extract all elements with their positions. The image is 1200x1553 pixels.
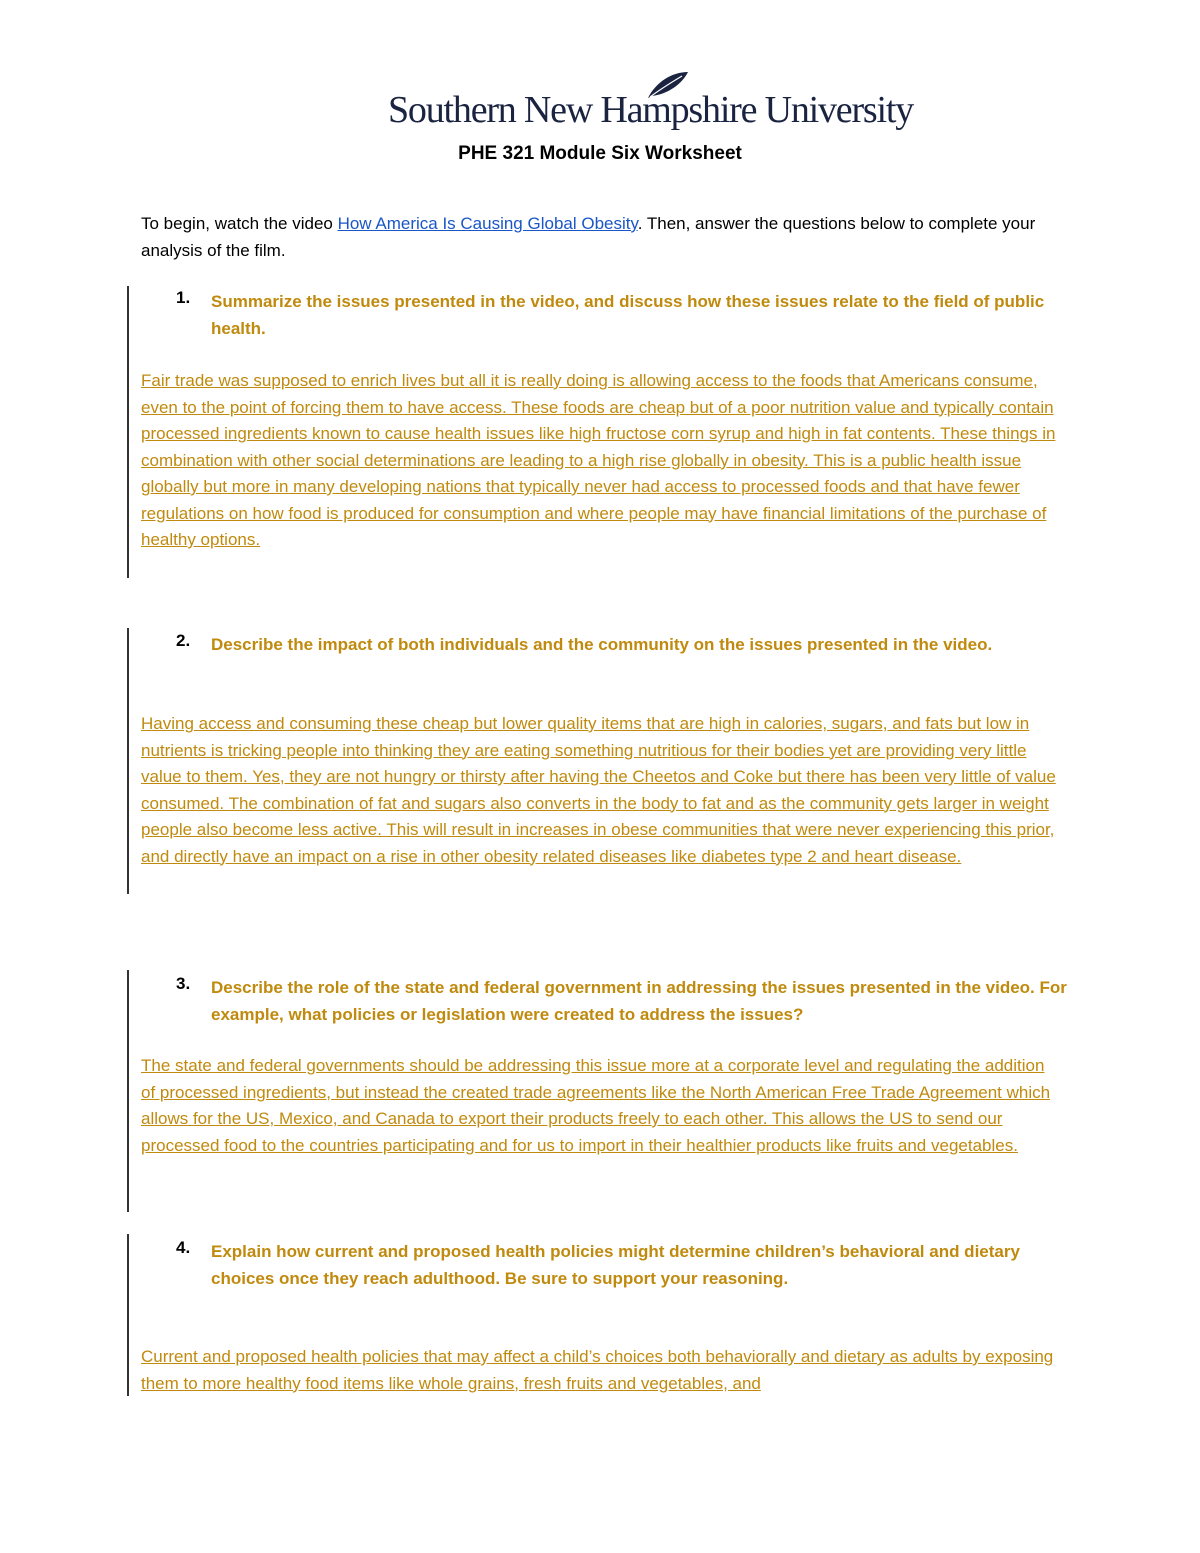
logo-wordmark: Southern New Hampshire University: [388, 89, 914, 131]
question-2: [141, 631, 1071, 658]
question-1: [141, 288, 1071, 342]
change-bar: [127, 286, 129, 578]
question-prompt: Explain how current and proposed health policies might determine children’s behavioral and dietary choices once they reach adulthood. Be sure to support your reasoning.: [211, 1242, 1020, 1288]
page-title: PHE 321 Module Six Worksheet: [458, 143, 742, 164]
answer-3: The state and federal governments should be addressing this issue more at a corporate level and regulating the addition of processed ingredients, but instead the created trade agreements like the North American Free Trade Agreement which allows for the US, Mexico, and Canada to export their products freely to each other. This allows the US to send our processed food to the countries participating and for us to import in their healthier products like fruits and vegetables.: [141, 1056, 1051, 1155]
video-link[interactable]: How America Is Causing Global Obesity: [337, 214, 638, 233]
intro-text-before: To begin, watch the video: [141, 214, 338, 233]
intro-text-after: . Then, answer the questions below to complete your analysis of the film.: [141, 214, 1036, 260]
question-prompt: Describe the impact of both individuals and the community on the issues presented in the video.: [211, 635, 993, 654]
intro-paragraph: [141, 210, 1071, 264]
question-prompt: Describe the role of the state and federal government in addressing the issues presented in the video. For example, what policies or legislation were created to address the issues?: [211, 978, 1067, 1024]
answer-1: Fair trade was supposed to enrich lives but all it is really doing is allowing access to the foods that Americans consume, even to the point of forcing them to have access. These foods are cheap but of a poor nutrition value and typically contain processed ingredients known to cause health issues like high fructose corn syrup and high in fat contents. These things in combination with other social determinations are leading to a high rise globally in obesity. This is a public health issue globally but more in many developing nations that typically never had access to processed foods and that have fewer regulations on how food is produced for consumption and where people may have financial limitations of the purchase of healthy options.: [141, 371, 1056, 549]
university-logo: [388, 72, 914, 134]
answer-2: Having access and consuming these cheap but lower quality items that are high in calories, sugars, and fats but low in nutrients is tricking people into thinking they are eating something nutritious for their bodies yet are providing very little value to them. Yes, they are not hungry or thirsty after having the Cheetos and Coke but there has been very little of value consumed. The combination of fat and sugars also converts in the body to fat and as the community gets larger in weight people also become less active. This will result in increases in obese communities that were never experiencing this prior, and directly have an impact on a rise in other obesity related diseases like diabetes type 2 and heart disease.: [141, 714, 1056, 866]
question-prompt: Summarize the issues presented in the video, and discuss how these issues relate to the field of public health.: [211, 292, 1045, 338]
change-bar: [127, 970, 129, 1212]
question-4: [141, 1238, 1071, 1292]
change-bar: [127, 628, 129, 894]
question-number: 3.: [176, 974, 191, 993]
question-number: 1.: [176, 288, 191, 307]
answer-4: Current and proposed health policies that may affect a child’s choices both behaviorally and dietary as adults by exposing them to more healthy food items like whole grains, fresh fruits and vegetables, and: [141, 1347, 1054, 1393]
question-3: [141, 974, 1071, 1028]
leaf-icon: [642, 70, 690, 100]
question-number: 2.: [176, 631, 191, 650]
change-bar: [127, 1234, 129, 1396]
question-number: 4.: [176, 1238, 191, 1257]
